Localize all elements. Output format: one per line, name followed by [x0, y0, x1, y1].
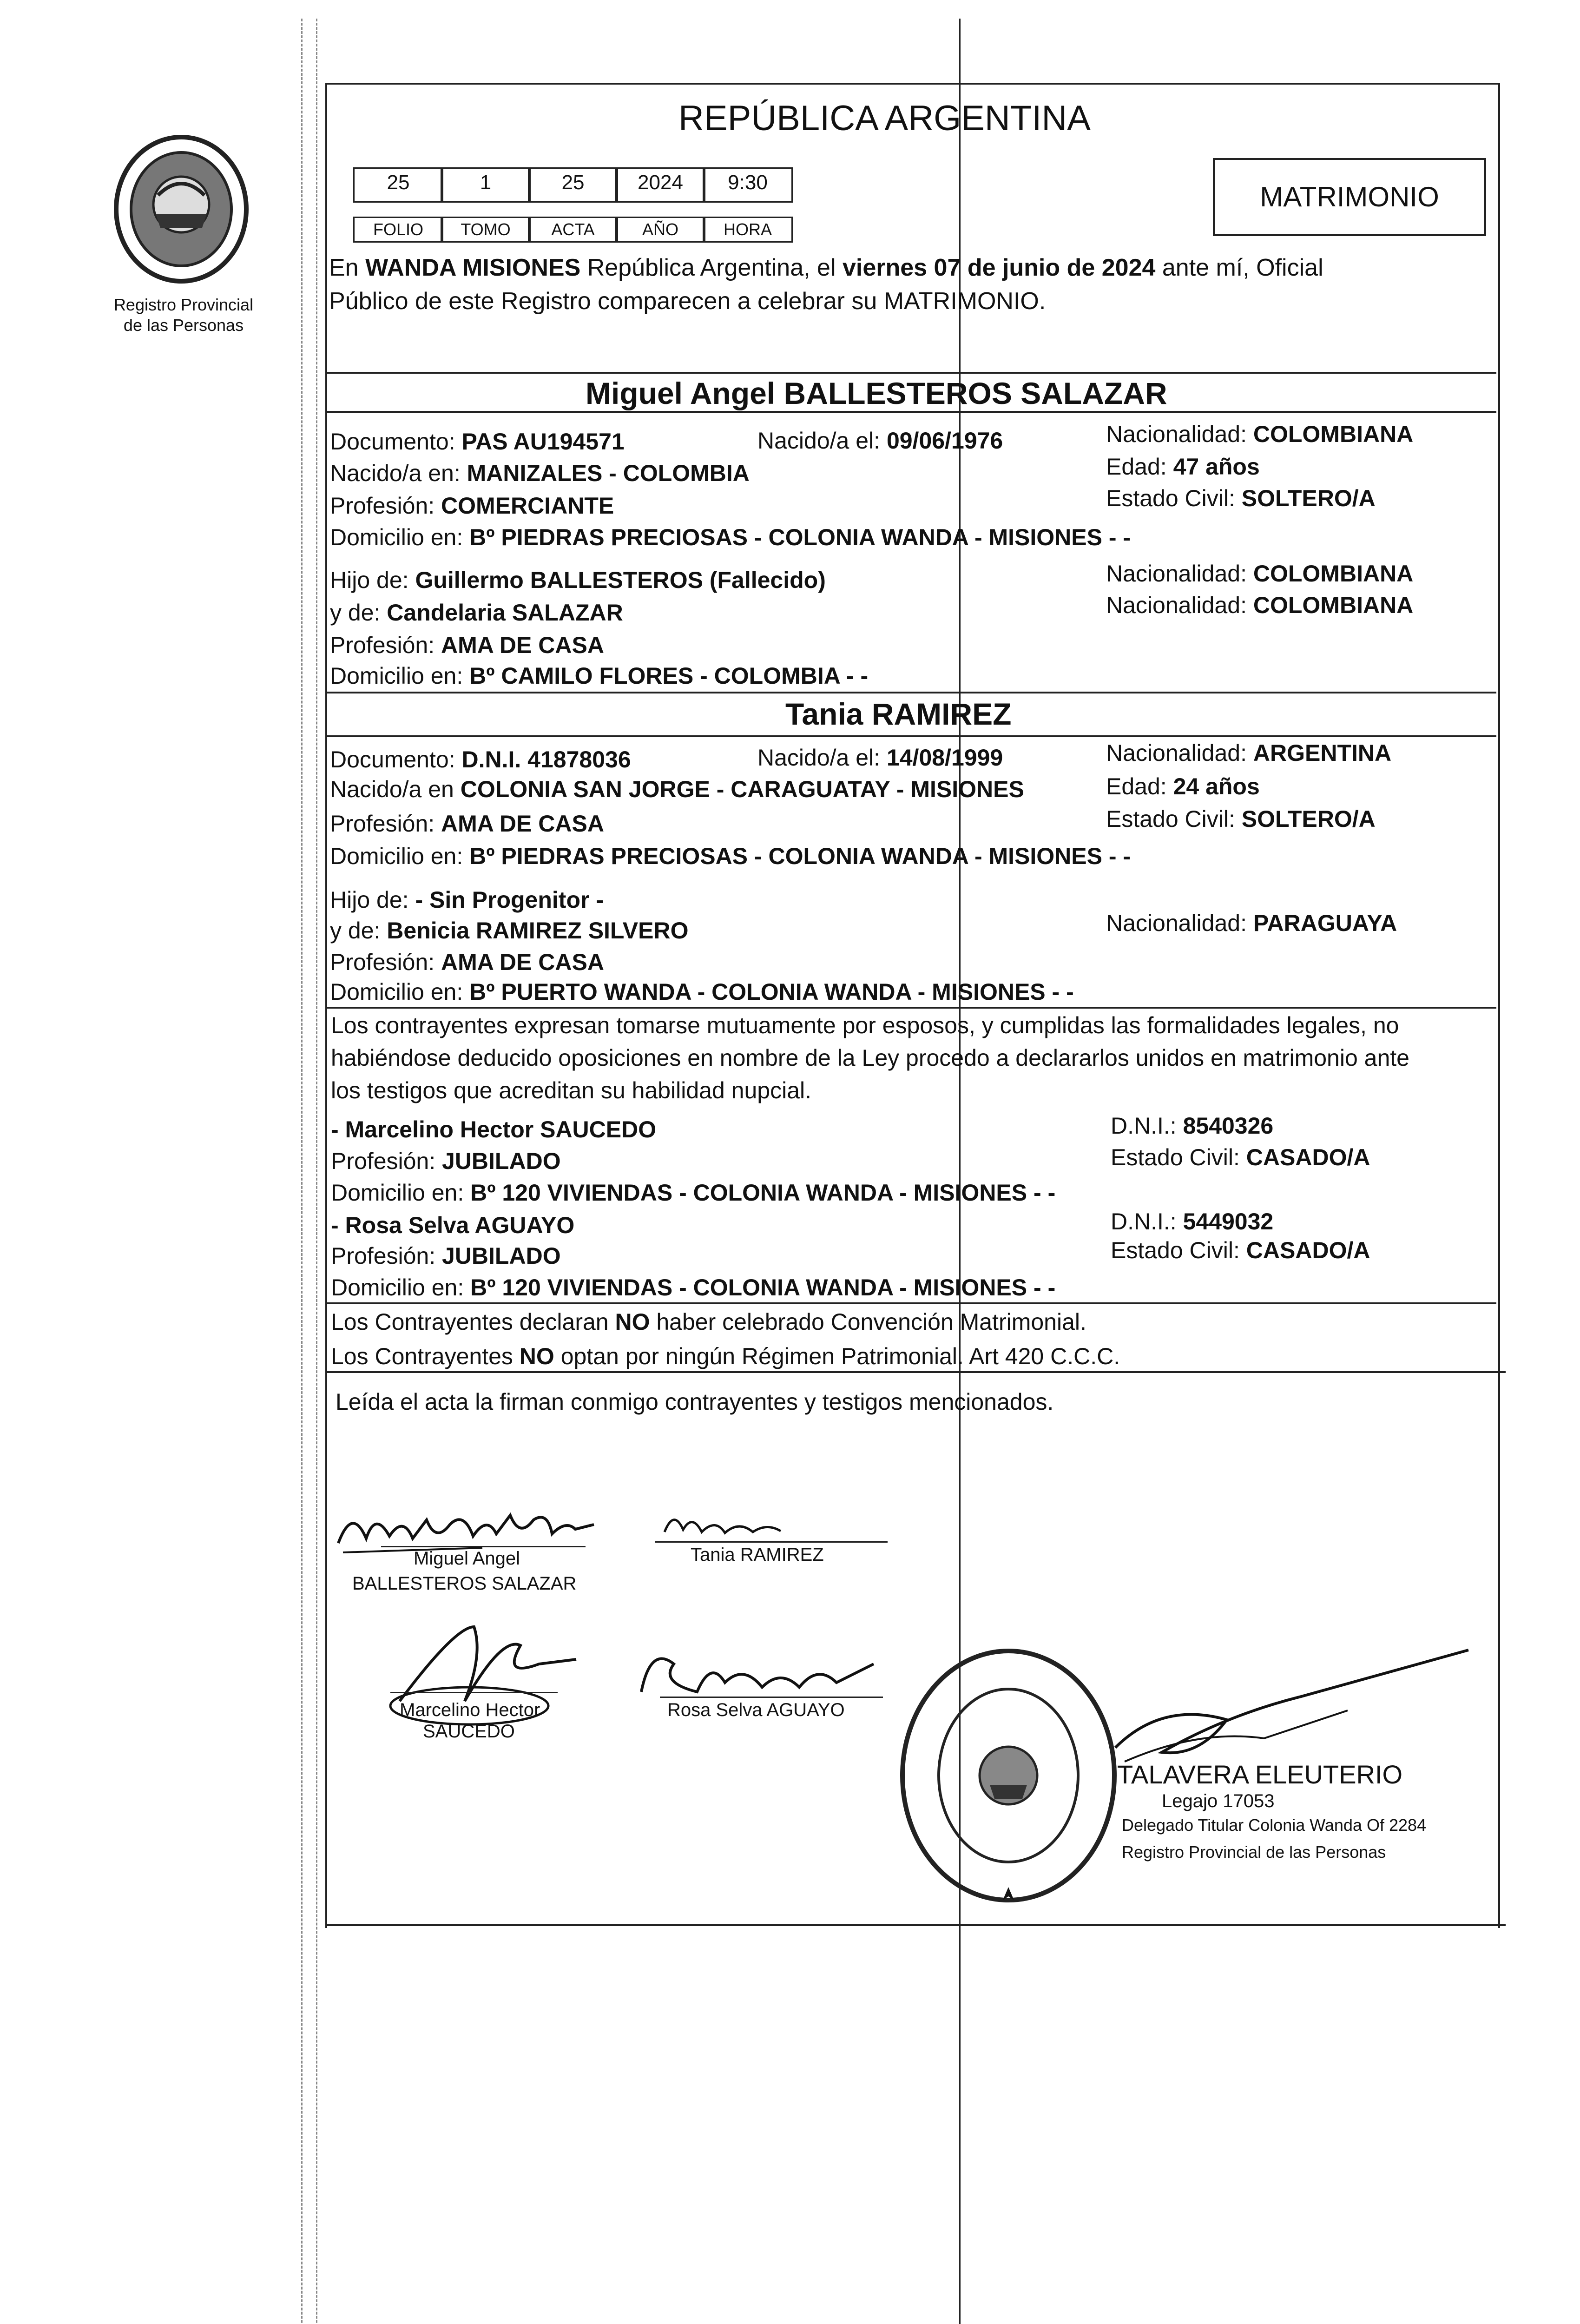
acta-value: 25 — [528, 167, 618, 203]
tomo-value: 1 — [441, 167, 531, 203]
label: D.N.I.: — [1111, 1113, 1183, 1139]
value: Bº 120 VIVIENDAS - COLONIA WANDA - MISIONES - - — [470, 1180, 1056, 1206]
bride-parents-domicile — [330, 978, 1074, 1006]
registry-reference-table — [353, 167, 795, 246]
declaration-line3: los testigos que acreditan su habilidad nupcial. — [331, 1077, 812, 1103]
groom-birthplace — [330, 459, 750, 487]
witness1-civil-status — [1111, 1143, 1370, 1171]
value: AMA DE CASA — [441, 811, 604, 837]
label: Domicilio en: — [331, 1274, 471, 1301]
folio-label: FOLIO — [353, 217, 443, 243]
value: - Sin Progenitor - — [415, 887, 604, 913]
official-role: Delegado Titular Colonia Wanda Of 2284 — [1122, 1816, 1427, 1835]
label: Profesión: — [330, 949, 441, 975]
divider — [325, 1007, 1496, 1009]
label: Domicilio en: — [331, 1180, 471, 1206]
value: 5449032 — [1183, 1208, 1274, 1235]
label: Nacionalidad: — [1106, 561, 1253, 587]
value: COLOMBIANA — [1253, 592, 1414, 618]
groom-domicile — [330, 523, 1131, 551]
label: Documento: — [330, 746, 462, 772]
groom-parents-profession — [330, 631, 604, 659]
label: Nacido/a en — [330, 776, 461, 802]
label: Edad: — [1106, 773, 1173, 799]
intro-text: ante mí, Oficial — [1155, 254, 1323, 281]
label: Nacido/a el: — [757, 745, 887, 771]
tomo-label: TOMO — [441, 217, 531, 243]
bride-document — [330, 746, 631, 773]
label: Hijo de: — [330, 567, 415, 593]
convention-line1 — [331, 1308, 1086, 1336]
divider — [325, 1302, 1496, 1304]
value: 14/08/1999 — [886, 745, 1003, 771]
bride-mother-nationality — [1106, 909, 1397, 937]
divider — [325, 1371, 1506, 1373]
groom-signature-name-line1: Miguel Angel — [414, 1548, 520, 1569]
divider — [325, 372, 1496, 374]
value: 24 años — [1173, 773, 1260, 799]
value: CASADO/A — [1246, 1144, 1370, 1170]
label: y de: — [330, 600, 387, 626]
divider — [325, 692, 1496, 693]
text: Los Contrayentes declaran — [331, 1309, 615, 1335]
emphasis: NO — [519, 1343, 554, 1369]
value: Candelaria SALAZAR — [387, 600, 623, 626]
witness2-dni — [1111, 1208, 1273, 1235]
label: Domicilio en: — [330, 524, 470, 550]
year-value: 2024 — [615, 167, 705, 203]
value: Bº 120 VIVIENDAS - COLONIA WANDA - MISIONES - - — [470, 1274, 1056, 1301]
label: Domicilio en: — [330, 663, 470, 689]
label: Domicilio en: — [330, 979, 470, 1005]
value: AMA DE CASA — [441, 632, 604, 658]
value: Bº PIEDRAS PRECIOSAS - COLONIA WANDA - MISIONES - - — [469, 843, 1131, 869]
bride-signature-line — [655, 1541, 888, 1543]
margin-guide — [316, 19, 317, 2324]
label: Nacionalidad: — [1106, 740, 1253, 766]
label: Nacionalidad: — [1106, 592, 1253, 618]
intro-line2: Público de este Registro comparecen a celebrar su MATRIMONIO. — [329, 288, 1046, 315]
intro-place: WANDA MISIONES — [365, 254, 581, 281]
groom-signature-name-line2: BALLESTEROS SALAZAR — [352, 1573, 577, 1594]
official-office: Registro Provincial de las Personas — [1122, 1842, 1386, 1862]
bride-nationality — [1106, 739, 1391, 767]
label: Estado Civil: — [1111, 1144, 1246, 1170]
witness2-domicile — [331, 1274, 1055, 1301]
witness1-name: - Marcelino Hector SAUCEDO — [331, 1116, 657, 1142]
label: Estado Civil: — [1111, 1237, 1246, 1263]
hour-value: 9:30 — [703, 167, 793, 203]
label: Profesión: — [330, 632, 441, 658]
witness1-signature-name-line2: SAUCEDO — [423, 1721, 515, 1742]
witness1-signature-name-line1: Marcelino Hector — [400, 1700, 540, 1720]
convention-line2 — [331, 1342, 1120, 1370]
bride-age — [1106, 772, 1260, 800]
value: Bº PIEDRAS PRECIOSAS - COLONIA WANDA - MISIONES - - — [469, 524, 1131, 550]
label: Estado Civil: — [1106, 485, 1242, 511]
groom-age — [1106, 453, 1260, 481]
divider — [325, 735, 1496, 737]
value: COMERCIANTE — [441, 493, 614, 519]
witness1-signature-line — [390, 1692, 558, 1693]
country-title: REPÚBLICA ARGENTINA — [678, 99, 1091, 138]
bride-signature-name: Tania RAMIREZ — [691, 1545, 824, 1565]
groom-mother — [330, 599, 623, 627]
text: Los Contrayentes — [331, 1343, 520, 1369]
label: D.N.I.: — [1111, 1208, 1183, 1235]
groom-father — [330, 566, 826, 594]
intro-date: viernes 07 de junio de 2024 — [842, 254, 1156, 281]
groom-parents-domicile — [330, 662, 868, 690]
witness1-domicile — [331, 1179, 1055, 1207]
logo-caption — [100, 295, 267, 336]
margin-guide — [301, 19, 303, 2324]
label: Profesión: — [331, 1243, 442, 1269]
value: ARGENTINA — [1253, 740, 1392, 766]
label: y de: — [330, 918, 387, 944]
logo-caption-line1: Registro Provincial — [113, 295, 254, 314]
bride-domicile — [330, 842, 1131, 870]
bride-civil-status — [1106, 805, 1376, 833]
official-legajo: Legajo 17053 — [1162, 1791, 1275, 1811]
value: 09/06/1976 — [886, 428, 1003, 454]
year-label: AÑO — [615, 217, 705, 243]
label: Nacido/a en: — [330, 460, 467, 486]
label: Nacionalidad: — [1106, 421, 1253, 447]
value: Benicia RAMIREZ SILVERO — [387, 918, 689, 944]
witness1-dni — [1111, 1112, 1273, 1140]
groom-nationality — [1106, 420, 1413, 448]
groom-document — [330, 428, 625, 456]
intro-text: En — [329, 254, 366, 281]
groom-name: Miguel Angel BALLESTEROS SALAZAR — [586, 376, 1167, 410]
text: haber celebrado Convención Matrimonial. — [650, 1309, 1086, 1335]
label: Profesión: — [330, 493, 441, 519]
bride-profession — [330, 810, 604, 838]
official-name: TALAVERA ELEUTERIO — [1117, 1760, 1403, 1789]
act-type-box: MATRIMONIO — [1213, 158, 1486, 236]
value: D.N.I. 41878036 — [461, 746, 631, 772]
label: Edad: — [1106, 454, 1173, 480]
groom-mother-nationality — [1106, 591, 1413, 619]
logo-caption-line2: de las Personas — [123, 316, 244, 335]
hour-label: HORA — [703, 217, 793, 243]
value: MANIZALES - COLOMBIA — [467, 460, 750, 486]
value: SOLTERO/A — [1241, 806, 1376, 832]
intro-line1 — [329, 254, 1323, 282]
bride-mother — [330, 917, 688, 944]
label: Profesión: — [331, 1148, 442, 1174]
label: Profesión: — [330, 811, 441, 837]
value: 47 años — [1173, 454, 1260, 480]
bride-birthdate — [757, 744, 1003, 772]
witness2-profession — [331, 1242, 561, 1270]
declaration-line2: habiéndose deducido oposiciones en nombre de la Ley procedo a declararlos unidos en matrimonio ante — [331, 1045, 1409, 1071]
value: SOLTERO/A — [1241, 485, 1376, 511]
witness2-civil-status — [1111, 1236, 1370, 1264]
frame-bottom — [325, 1924, 1506, 1926]
value: COLOMBIANA — [1253, 421, 1414, 447]
intro-text: República Argentina, el — [580, 254, 843, 281]
value: Bº CAMILO FLORES - COLOMBIA - - — [469, 663, 869, 689]
groom-birthdate — [757, 427, 1003, 455]
value: PAS AU194571 — [461, 429, 625, 455]
groom-civil-status — [1106, 484, 1376, 512]
bride-father — [330, 886, 604, 914]
label: Domicilio en: — [330, 843, 470, 869]
witness1-profession — [331, 1147, 561, 1175]
value: JUBILADO — [442, 1243, 561, 1269]
value: 8540326 — [1183, 1113, 1274, 1139]
value: COLOMBIANA — [1253, 561, 1414, 587]
registry-stamp — [897, 1645, 1120, 1906]
label: Nacionalidad: — [1106, 910, 1253, 936]
value: PARAGUAYA — [1253, 910, 1397, 936]
declaration-line1: Los contrayentes expresan tomarse mutuamente por esposos, y cumplidas las formalidades legales, no — [331, 1012, 1399, 1038]
bride-signature — [660, 1504, 799, 1546]
groom-father-nationality — [1106, 560, 1413, 588]
groom-profession — [330, 492, 614, 520]
emphasis: NO — [615, 1309, 650, 1335]
label: Documento: — [330, 429, 462, 455]
acta-label: ACTA — [528, 217, 618, 243]
province-seal — [112, 135, 251, 288]
bride-parents-profession — [330, 948, 604, 976]
label: Estado Civil: — [1106, 806, 1242, 832]
witness2-name: - Rosa Selva AGUAYO — [331, 1212, 575, 1238]
witness2-signature-line — [660, 1697, 883, 1698]
groom-signature-line — [381, 1546, 586, 1547]
value: Bº PUERTO WANDA - COLONIA WANDA - MISIONES - - — [469, 979, 1074, 1005]
label: Hijo de: — [330, 887, 415, 913]
bride-name: Tania RAMIREZ — [785, 697, 1012, 731]
text: optan por ningún Régimen Patrimonial. Art 420 C.C.C. — [554, 1343, 1120, 1369]
witness2-signature-name: Rosa Selva AGUAYO — [667, 1700, 845, 1720]
folio-value: 25 — [353, 167, 443, 203]
value: CASADO/A — [1246, 1237, 1370, 1263]
value: JUBILADO — [442, 1148, 561, 1174]
bride-birthplace — [330, 775, 1024, 803]
value: COLONIA SAN JORGE - CARAGUATAY - MISIONES — [460, 776, 1024, 802]
value: AMA DE CASA — [441, 949, 604, 975]
closing-statement: Leída el acta la firman conmigo contrayentes y testigos mencionados. — [336, 1389, 1054, 1415]
label: Nacido/a el: — [757, 428, 887, 454]
value: Guillermo BALLESTEROS (Fallecido) — [415, 567, 826, 593]
